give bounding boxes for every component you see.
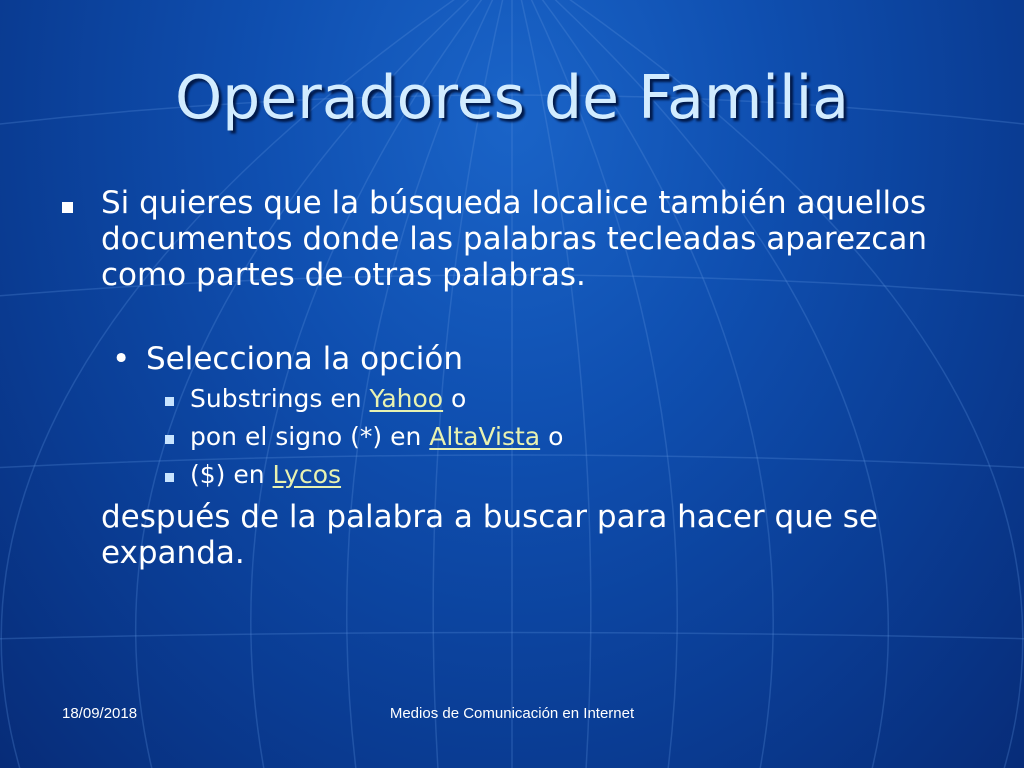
altavista-link[interactable]: AltaVista: [429, 422, 541, 451]
square-bullet-icon: [62, 202, 73, 213]
option-item: [190, 422, 563, 452]
option-suffix: o: [540, 422, 564, 451]
sub-bullet-text: Selecciona la opción: [146, 341, 463, 377]
option-prefix: Substrings en: [190, 384, 370, 413]
square-bullet-icon: [165, 473, 174, 482]
option-prefix: ($) en: [190, 460, 273, 489]
lycos-link[interactable]: Lycos: [272, 460, 342, 489]
square-bullet-icon: [165, 435, 174, 444]
footer-title: Medios de Comunicación en Internet: [389, 705, 635, 722]
yahoo-link[interactable]: Yahoo: [369, 384, 444, 413]
option-item: [190, 460, 341, 490]
slide-title: Operadores de Familia: [174, 63, 850, 133]
option-prefix: pon el signo (*) en: [190, 422, 430, 451]
option-suffix: o: [443, 384, 467, 413]
round-bullet-icon: •: [112, 341, 131, 377]
closing-text: después de la palabra a buscar para hacer que se expanda.: [101, 499, 878, 571]
footer-date: 18/09/2018: [62, 705, 138, 722]
main-bullet-text: Si quieres que la búsqueda localice también aquellos documentos donde las palabras tecleadas aparezcan como partes de otras palabras.: [101, 185, 927, 293]
square-bullet-icon: [165, 397, 174, 406]
option-item: [190, 384, 466, 414]
